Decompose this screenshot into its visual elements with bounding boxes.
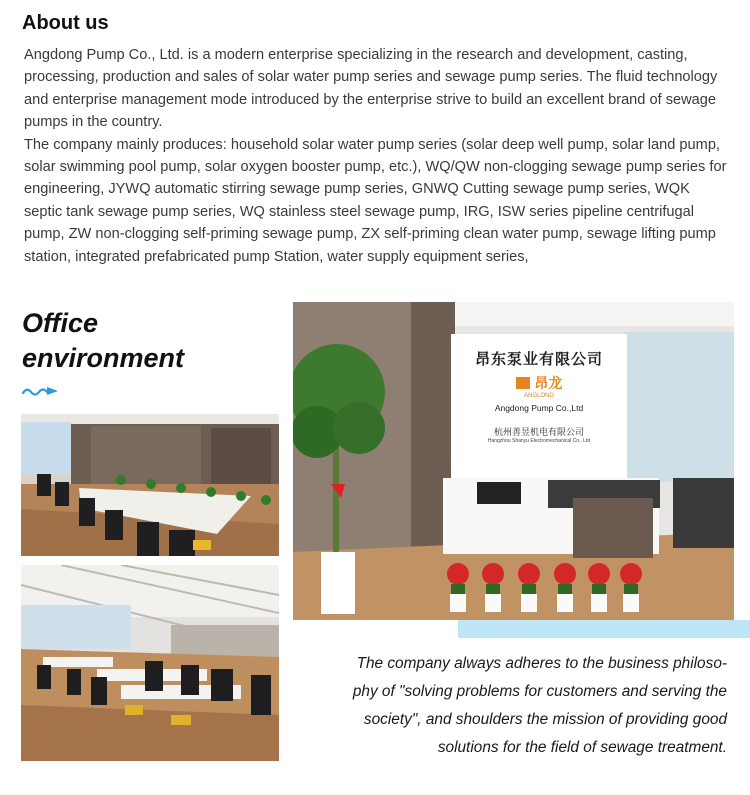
meeting-room-photo bbox=[21, 414, 279, 556]
sign-sub-en: Hangzhou Shanyu Electromechanical Co., Ltd bbox=[487, 438, 591, 444]
sign-sub-cn: 杭州善昱机电有限公司 bbox=[493, 427, 584, 437]
sign-company-cn: 昂东泵业有限公司 bbox=[474, 351, 603, 368]
sign-brand-en: ANGLONG bbox=[523, 393, 554, 399]
about-paragraph-1: Angdong Pump Co., Ltd. is a modern enterprise specializing in the research and development, casting, processing, production and sales of solar water pump series and sewage pump series. The fluid technology and enterprise management mode introduced by the enterprise strive to build an excellent brand of sewage pumps in the country. bbox=[24, 47, 718, 131]
office-title-line-2: environment bbox=[22, 343, 185, 373]
sign-brand: 昂龙 bbox=[534, 375, 563, 391]
quote-line-2: phy of "solving problems for customers and serving the bbox=[352, 683, 727, 700]
about-text bbox=[24, 44, 728, 268]
quote-line-1: The company always adheres to the business philoso- bbox=[356, 655, 727, 672]
sign-company-en: Angdong Pump Co.,Ltd bbox=[494, 403, 584, 413]
quote-line-3: society", and shoulders the mission of providing good bbox=[363, 711, 727, 728]
sign-logo-icon bbox=[516, 377, 530, 389]
reception-sign bbox=[457, 348, 621, 444]
about-heading: About us bbox=[22, 12, 109, 34]
accent-bar bbox=[458, 620, 750, 638]
about-paragraph-2: The company mainly produces: household solar water pump series (solar deep well pump, solar land pump, solar swimming pool pump, solar oxygen booster pump, etc.), WQ/QW non-clogging sewage pump series for engineering, JYWQ automatic stirring sewage pump series, GNWQ Cutting sewage pump series, WQK septic tank sewage pump series, WQ stainless steel sewage pump, IRG, ISW series pipeline centrifugal pump, ZW non-clogging self-priming sewage pump, ZX self-priming clean water pump, sewage lifting pump station, integrated prefabricated pump Station, water supply equipment series, bbox=[24, 136, 727, 265]
quote-line-4: solutions for the field of sewage treatment. bbox=[437, 739, 727, 756]
mission-quote bbox=[300, 650, 727, 762]
office-environment-title bbox=[22, 306, 184, 376]
reception-photo bbox=[293, 302, 734, 620]
office-title-line-1: Office bbox=[22, 308, 99, 338]
wave-arrow-icon bbox=[22, 384, 62, 398]
open-office-photo bbox=[21, 565, 279, 761]
